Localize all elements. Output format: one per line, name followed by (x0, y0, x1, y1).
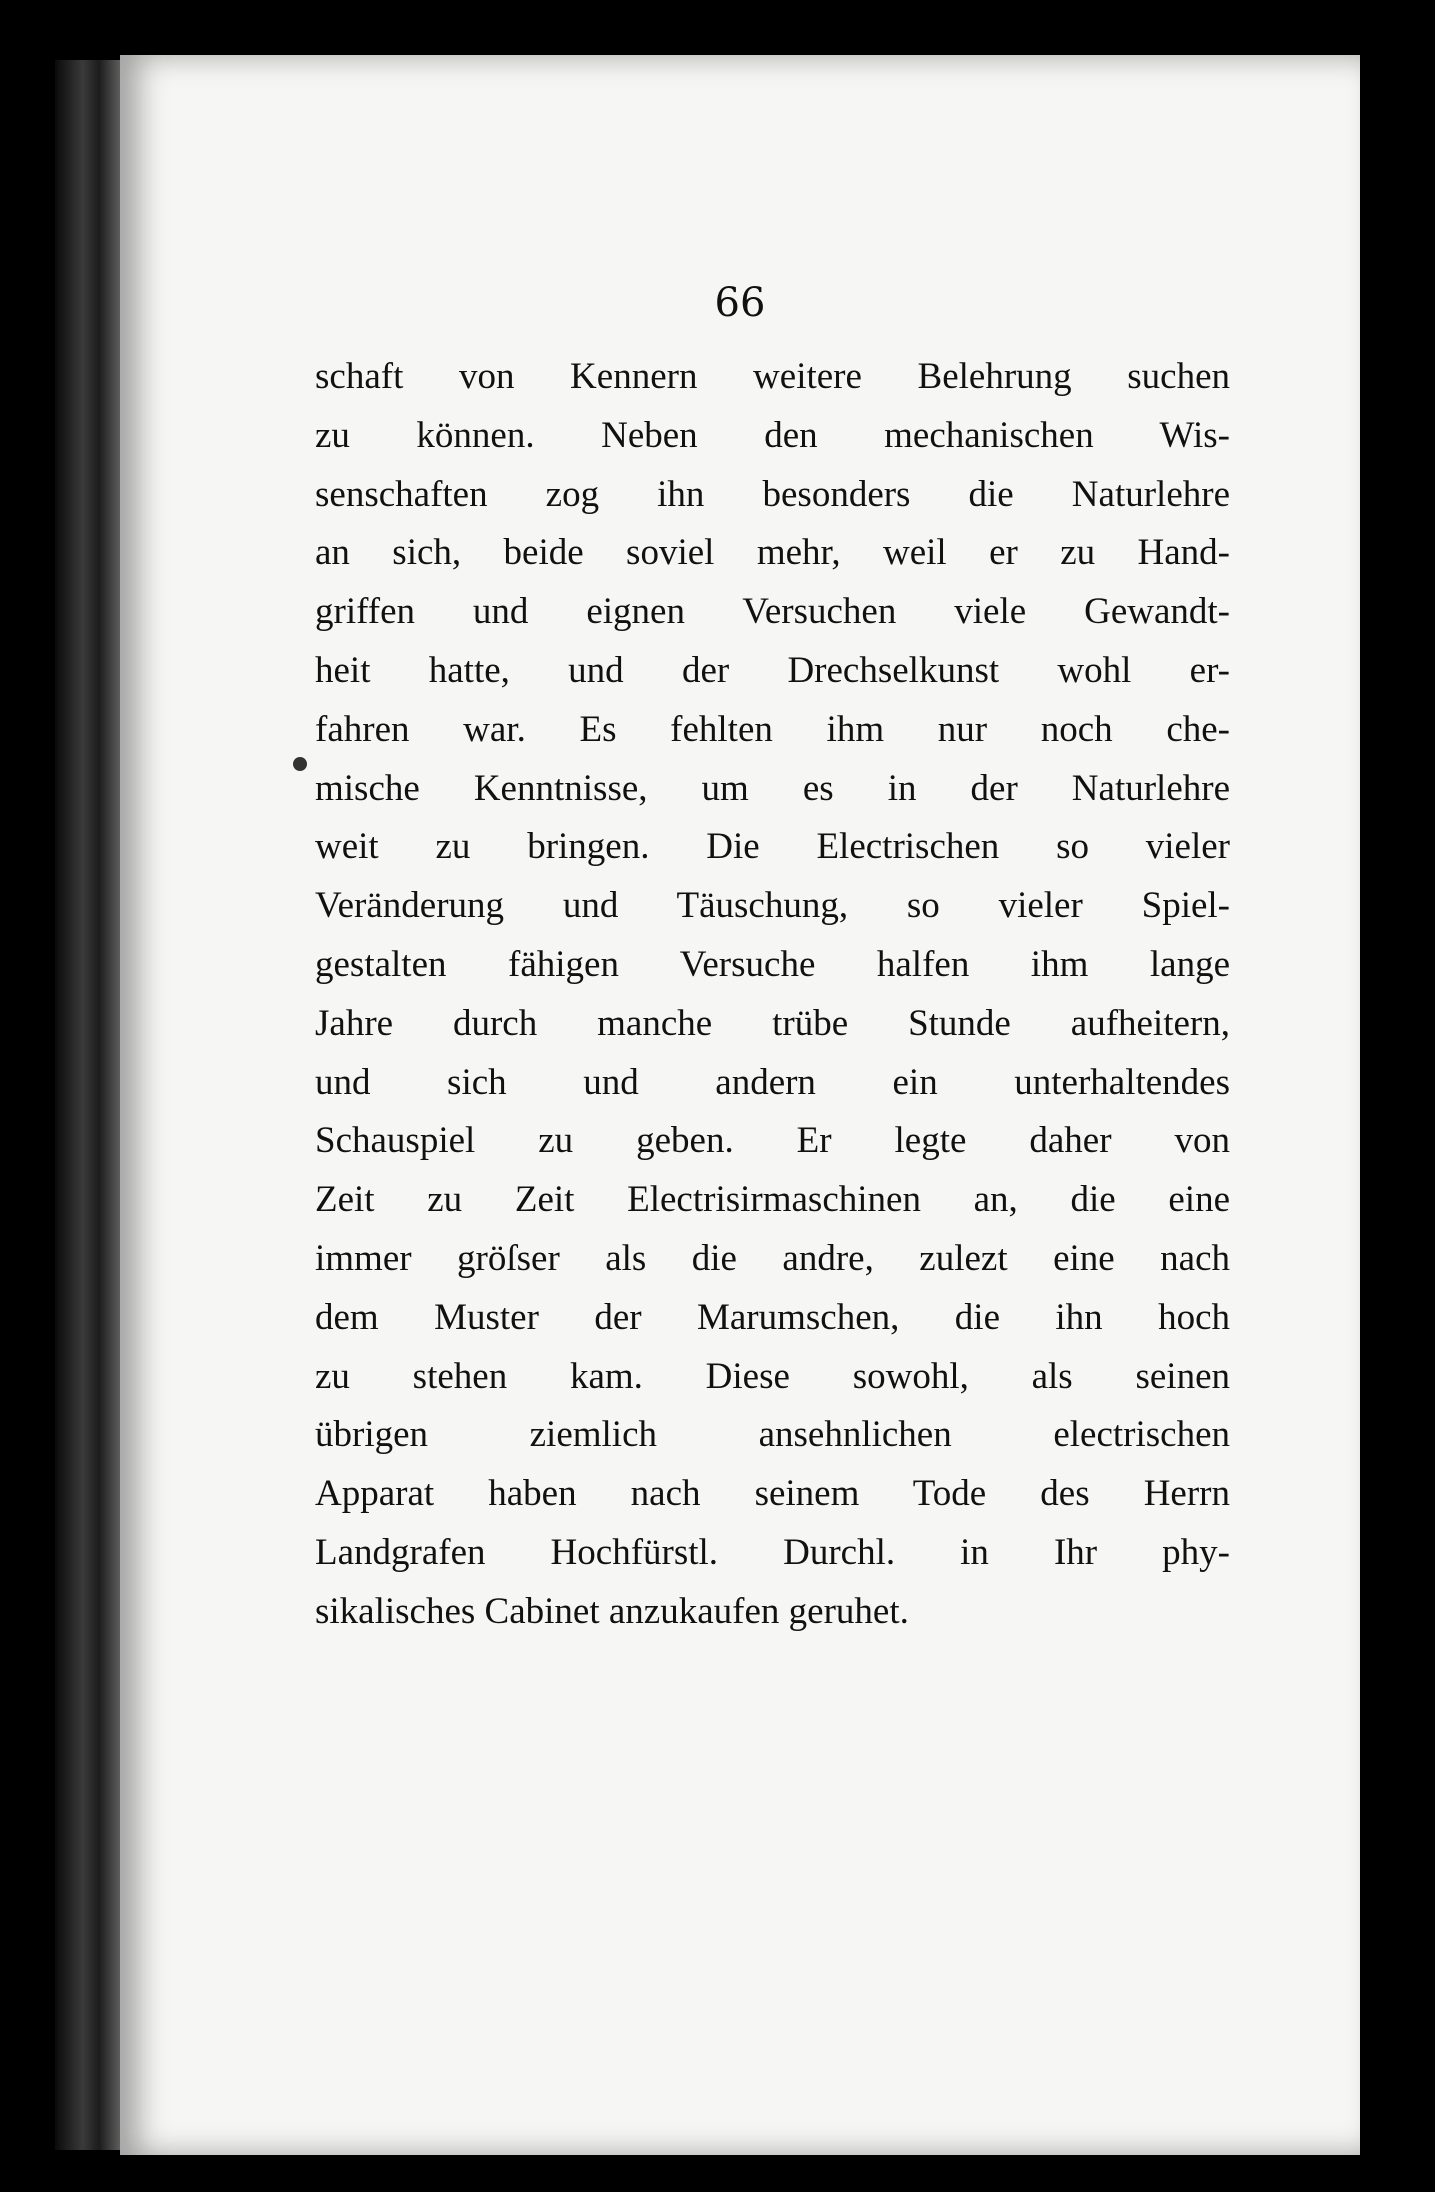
text-line: fahren war. Es fehlten ihm nur noch che- (315, 708, 1230, 750)
text-line: Landgrafen Hochfürstl. Durchl. in Ihr phy- (315, 1531, 1230, 1573)
text-line: griffen und eignen Versuchen viele Gewandt- (315, 591, 1230, 633)
text-line: zu können. Neben den mechanischen Wis- (315, 414, 1230, 456)
ink-blot (293, 757, 307, 771)
text-line: Apparat haben nach seinem Tode des Herrn (315, 1473, 1230, 1515)
text-line: senschaften zog ihn besonders die Naturlehre (315, 473, 1230, 515)
text-line: mische Kenntnisse, um es in der Naturlehre (315, 767, 1230, 809)
body-text (315, 348, 1230, 1642)
text-line: Schauspiel zu geben. Er legte daher von (315, 1120, 1230, 1162)
text-line: Veränderung und Täuschung, so vieler Spiel- (315, 885, 1230, 927)
text-line: sikalisches Cabinet anzukaufen geruhet. (315, 1590, 909, 1632)
page-number: 66 (714, 280, 766, 326)
text-line: gestalten fähigen Versuche halfen ihm lange (315, 943, 1230, 985)
text-line: und sich und andern ein unterhaltendes (315, 1061, 1230, 1103)
text-line: schaft von Kennern weitere Belehrung suchen (315, 356, 1230, 397)
text-line: dem Muster der Marumschen, die ihn hoch (315, 1296, 1230, 1338)
text-line: heit hatte, und der Drechselkunst wohl er- (315, 649, 1230, 691)
text-line: Jahre durch manche trübe Stunde aufheitern, (315, 1002, 1230, 1044)
text-line: immer gröſser als die andre, zulezt eine nach (315, 1237, 1230, 1279)
text-line: zu stehen kam. Diese sowohl, als seinen (315, 1355, 1230, 1397)
text-line: Zeit zu Zeit Electrisirmaschinen an, die eine (315, 1179, 1230, 1221)
text-line: an sich, beide soviel mehr, weil er zu Hand- (315, 532, 1230, 574)
text-line: übrigen ziemlich ansehnlichen electrischen (315, 1414, 1230, 1456)
text-line: weit zu bringen. Die Electrischen so vieler (315, 826, 1230, 868)
